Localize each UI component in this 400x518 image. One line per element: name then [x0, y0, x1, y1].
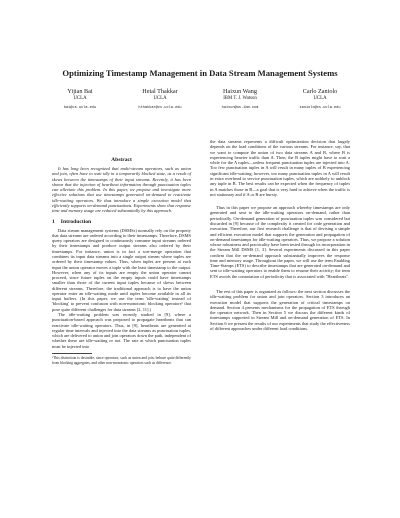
body-paragraph: the data streams represents a difficult optimization decision that largely depends on the load conditions of the various streams. For instance, say, that we want to compute the union of two data streams A and B, where B is experiencing heavier traffic than A. Then, the B tuples might have to wait a while for the A tuples—unless frequent punctuation tuples are injected into A. Too few punctuation tuples in A will result in many tuples of B experiencing significant idle-waiting; however, too many punctuation tuples in A will result in extra overhead to service punctuation tuples, which are unlikely to unblock any tuple in B. The best results can be expected when the frequency of tuples in A matches those in B—a goal that is very hard to achieve when the traffic is not stationary and if A or B are bursty.: [210, 139, 350, 197]
left-column: [52, 156, 191, 365]
author-block: [280, 88, 360, 111]
footnote-text: ¹This distinction is desirable, since operators, such as union and join, behave quite differently from blocking aggregates, and other non-monotonic operators such as difference.: [52, 356, 191, 365]
author-email: zaniolo@cs.ucla.edu: [299, 105, 341, 110]
footnote-rule: [52, 353, 92, 354]
author-email: haixun@us.ibm.com: [221, 105, 259, 110]
abstract: [52, 166, 191, 214]
footnote: [52, 356, 191, 365]
author-affiliation: UCLA: [73, 96, 87, 101]
paragraph-gap: [210, 279, 350, 289]
author-name: Yijian Bai: [67, 88, 93, 95]
section-number: 1: [52, 218, 55, 225]
author-affiliation: IBM T. J. Watson: [223, 96, 257, 101]
abstract-text: It has long been recognized that multi-stream operators, such as union and join, often have to wait idly in a temporarily blocked state, as a result of skews between the timestamps of their input streams. Recently, it has been shown that the injection of heartbeat information through punctuation tuples can alleviate this problem. In this paper, we propose and investigate more effective solutions that use timestamps generated on-demand to reactivate idle-waiting operators. We thus introduce a simple execution model that efficiently supports on-demand punctuations. Experiments show that response time and memory usage are reduced substantially by this approach.: [52, 166, 191, 214]
author-email: bai@cs.ucla.edu: [63, 105, 97, 110]
body-paragraph: The idle-waiting problem was recently studied in [9], where a punctuation-based approach was proposed to propagate heartbeats that can reactivate idle-waiting operators. Thus, in [9], heartbeats are generated at regular time intervals and injected into the data streams as punctuation tuples, which are delivered to union and join operators down the path, independent of whether these are idle-waiting or not. The rate at which punctuation tuples must be injected into: [52, 312, 191, 349]
section-title: Introduction: [60, 218, 92, 225]
right-column: [210, 139, 350, 331]
author-name: Haixun Wang: [223, 88, 257, 95]
author-affiliation: UCLA: [313, 96, 327, 101]
author-list: [40, 88, 360, 111]
author-name: Carlo Zaniolo: [302, 88, 338, 95]
section-heading: [52, 218, 191, 226]
paper-title: Optimizing Timestamp Management in Data Stream Management Systems: [62, 68, 338, 78]
body-paragraph: Thus in this paper we propose an approach whereby timestamps are only generated and sent to the idle-waiting operators on-demand, rather than periodically. On-demand generation of punctuation tuples was considered but discarded in [9] because of the complexity it created for code generation and execution. Therefore, our first research challenge is that of devising a simple and efficient execution model that supports the generation and propagation of on-demand timestamps for idle-waiting operators. Thus, we propose a solution whose robustness and practicality have been tested through its incorporation in the Stream Mill DSMS [1, 3]. Several experiments discussed in this paper confirm that the on-demand approach substantially improves the response time and memory usage. Throughout the paper, we will use the term Enabling Time-Stamps (ETS) to describe timestamps that are generated on-demand and sent to idle-waiting operators to enable them to resume their activity; the term ETS avoids the connotation of periodicity that is associated with "Heartbeats".: [210, 205, 350, 279]
author-email: hthakkar@cs.ucla.edu: [138, 105, 182, 110]
paragraph-gap: [210, 197, 350, 205]
author-block: [120, 88, 200, 111]
author-block: [40, 88, 120, 111]
body-paragraph: Data stream management systems (DSMSs) normally rely on the property that data streams are ordered according to their timestamps. Therefore, DSMS query operators are designed to continuously consume input streams ordered by their timestamps and produce output streams also ordered by their timestamps. For instance, union is in fact a sort-merge operation that combines its input data streams into a single output stream where tuples are ordered by their timestamp values. Thus, when tuples are present at each input the union operator moves a tuple with the least timestamp to the output. However, when any of its inputs are empty the union operator cannot proceed, since future tuples on the empty inputs could have timestamps smaller than those of the current input tuples because of skews between different streams. Therefore, the traditional approach is to have the union operator enter an idle-waiting mode until tuples become available in all its input buffers. (In this paper, we use the term 'idle-waiting' instead of 'blocking' to prevent confusion with non-monotonic blocking operators¹ that pose quite different challenges for data streams [2, 11].): [52, 227, 191, 312]
author-affiliation: UCLA: [153, 96, 167, 101]
abstract-heading: Abstract: [111, 157, 132, 163]
body-paragraph: The rest of this paper is organized as follows: the next section discusses the idle-waiting problem for union and join operators. Section 3 introduces an execution model that supports the generation of critical timestamps on demand. Section 4 presents mechanisms for the propagation of ETS through the operator network. Then in Section 5 we discuss the different kinds of timestamps supported in Stream Mill and on-demand generation of ETS. In Section 6 we present the results of our experiments that study the effectiveness of different approaches under different load conditions.: [210, 289, 350, 331]
author-block: [200, 88, 280, 111]
author-name: Hetal Thakkar: [142, 88, 178, 95]
